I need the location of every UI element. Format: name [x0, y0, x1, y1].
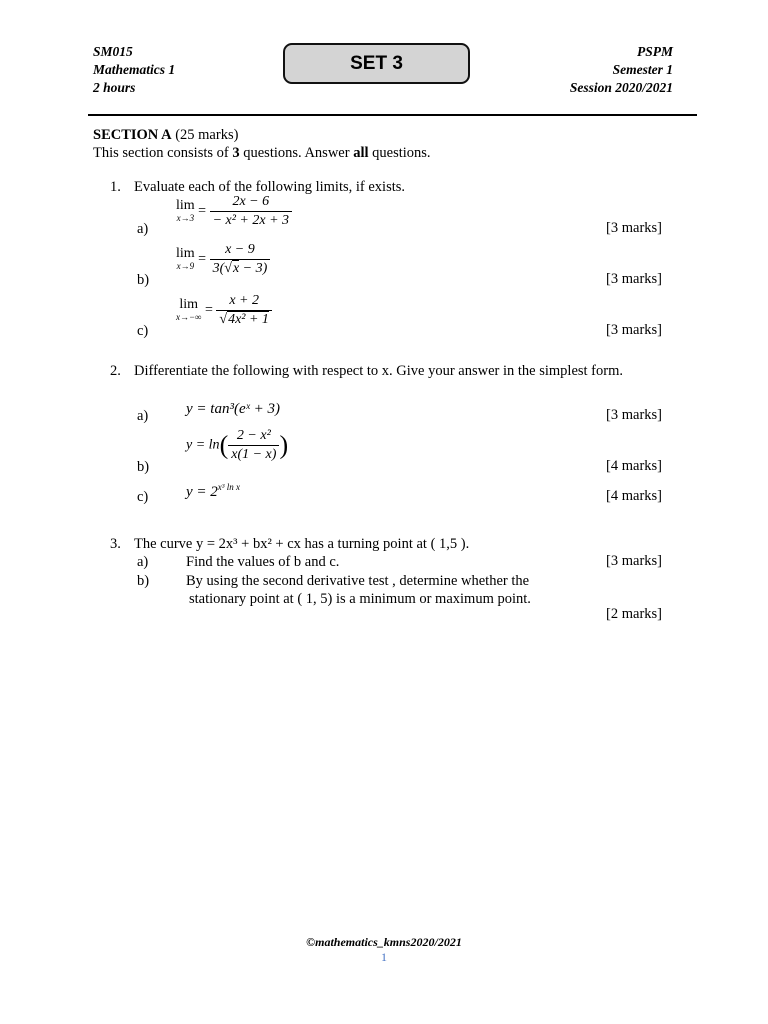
q2c-marks: [4 marks] [606, 488, 662, 504]
section-marks: (25 marks) [175, 127, 239, 143]
set-label-box [283, 43, 470, 84]
semester: Semester 1 [612, 62, 673, 77]
q3b-text-line1: By using the second derivative test , determine whether the [186, 573, 530, 589]
session: Session 2020/2021 [569, 80, 673, 95]
q1c-label: c) [137, 323, 149, 339]
fraction [210, 194, 292, 229]
q2c-expression [186, 482, 240, 501]
q2-number: 2. [110, 363, 121, 379]
q3a-text: Find the values of b and c. [186, 554, 340, 570]
lim-subscript: x→9 [176, 260, 195, 271]
q1-number: 1. [110, 179, 121, 195]
q1c-expression: lim x→−∞ = $\frac{x + 2}{\text{√4x² + 1}}$ [176, 293, 272, 328]
q1-text: Evaluate each of the following limits, if exists. [134, 179, 406, 195]
fraction [216, 293, 272, 328]
set-label: SET 3 [350, 52, 403, 74]
section-heading [93, 126, 238, 144]
footer-credit: ©mathematics_kmns2020/2021 [306, 935, 462, 949]
numerator: 2x − 6 [232, 194, 270, 209]
radicand: 4x² + 1 [228, 312, 269, 327]
denominator: x(1 − x) [228, 445, 279, 463]
q3-text: The curve y = 2x³ + bx² + cx has a turning point at ( 1,5 ). [134, 536, 470, 552]
q3b-marks: [2 marks] [606, 606, 662, 622]
instr-text: This section consists of [93, 145, 233, 161]
q1b-expression: lim x→9 = $\frac{x - 9}{3(√x - 3)}$ [176, 242, 270, 277]
q1c-marks: [3 marks] [606, 322, 662, 338]
section-instructions [93, 144, 431, 162]
lim-text: lim [176, 245, 195, 261]
q1a-marks: [3 marks] [606, 220, 662, 236]
q3-number: 3. [110, 536, 121, 552]
den-suffix: − 3) [239, 261, 268, 276]
lhs: y = 2 [186, 484, 218, 500]
instr-text: questions. [368, 145, 431, 161]
limit-operator [176, 296, 202, 323]
q2b-marks: [4 marks] [606, 458, 662, 474]
q2c-label: c) [137, 489, 149, 505]
instr-text: questions. Answer [239, 145, 354, 161]
q1b-label: b) [137, 272, 150, 288]
page-number: 1 [381, 950, 387, 964]
exam-name: PSPM [636, 44, 673, 59]
fraction [228, 428, 279, 463]
q3b-label: b) [137, 573, 150, 589]
numerator: x − 9 [225, 242, 255, 257]
exam-info [570, 43, 673, 97]
denominator: − x² + 2x + 3 [210, 211, 292, 229]
den-prefix: 3( [212, 261, 225, 276]
lim-text: lim [179, 296, 199, 312]
q2a-expression: y = tan³(eˣ + 3) [186, 401, 280, 417]
q2-text: Differentiate the following with respect to x. Give your answer in the simplest form. [134, 363, 623, 379]
q2a-marks: [3 marks] [606, 407, 662, 423]
course-name: Mathematics 1 [93, 62, 176, 77]
lim-text: lim [176, 197, 195, 213]
lim-subscript: x→3 [176, 212, 195, 223]
q2b-expression: y = ln( $\frac{\text{2 − x²}}{x(1 - x)}$ ) [186, 428, 289, 462]
q2a-label: a) [137, 408, 149, 424]
exponent: x³ ln x [217, 482, 240, 492]
lhs: y = ln [186, 437, 220, 453]
instr-all: all [353, 145, 369, 161]
section-title: SECTION A [93, 127, 172, 143]
q3a-label: a) [137, 554, 149, 570]
fraction [210, 242, 271, 277]
header-divider [88, 114, 697, 116]
q1a-label: a) [137, 221, 149, 237]
q3a-marks: [3 marks] [606, 553, 662, 569]
course-code: SM015 [93, 44, 133, 59]
instr-count: 3 [232, 145, 240, 161]
q1a-expression: lim x→3 = $\frac{2x - 6}{\text{− x² + 2x + 3}}$ [176, 194, 292, 229]
numerator: x + 2 [229, 293, 259, 308]
q1b-marks: [3 marks] [606, 271, 662, 287]
q2b-label: b) [137, 459, 150, 475]
numerator: 2 − x² [236, 428, 271, 443]
q3b-text-line2: stationary point at ( 1, 5) is a minimum or maximum point. [189, 591, 531, 607]
limit-operator [176, 245, 195, 272]
radicand: x [232, 261, 240, 276]
denominator: 3(√x − 3) [210, 259, 271, 277]
limit-operator [176, 197, 195, 224]
lim-subscript: x→−∞ [176, 311, 202, 322]
denominator: √4x² + 1 [216, 310, 272, 328]
duration: 2 hours [93, 80, 136, 95]
course-info [93, 43, 175, 97]
